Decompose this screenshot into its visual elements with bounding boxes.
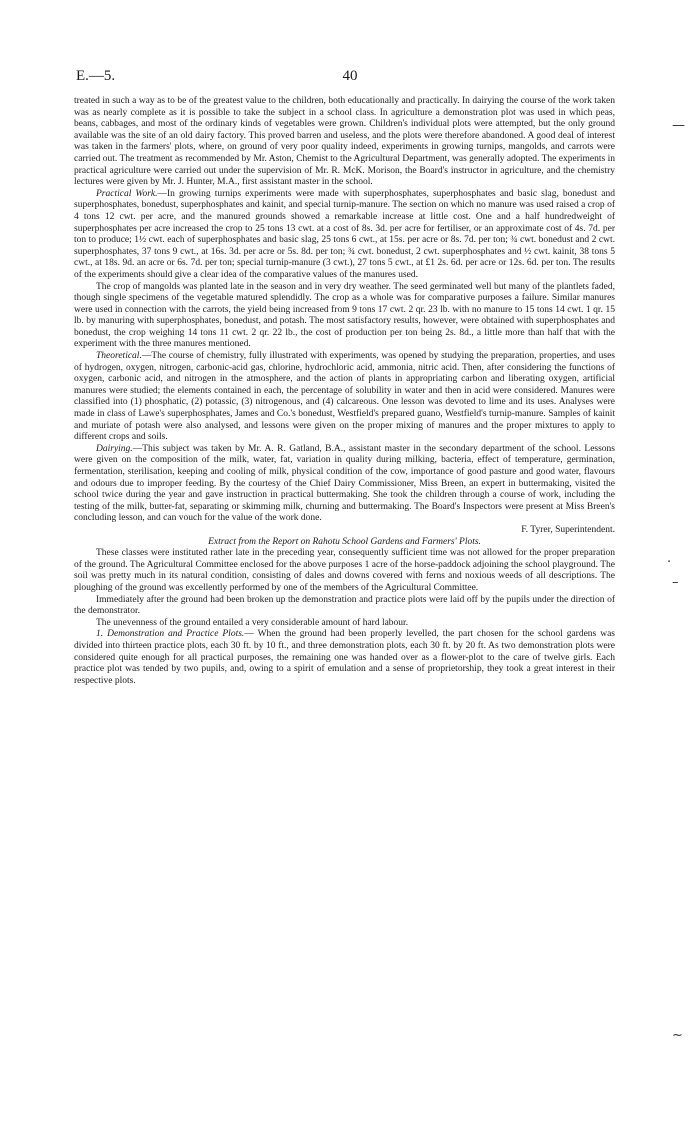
page-body (74, 96, 615, 687)
rahotu-paragraph-2: Immediately after the ground had been broken up the demonstration and practice plots were laid off by the pupils under the direction of the demonstrator. (74, 594, 615, 617)
report-reference: E.—5. (76, 68, 116, 84)
theoretical-heading: Theoretical. (96, 351, 142, 362)
rahotu-paragraph-3: The unevenness of the ground entailed a very considerable amount of hard labour. (96, 617, 409, 628)
margin-mark-2: · (667, 555, 672, 570)
margin-mark-1: — (672, 118, 685, 133)
practical-work-text: —In growing turnips experiments were made with superphosphates, superphosphates and basic slag, bonedust and superphosphates, bonedust, superphosphates and kainit, and special turnip-manure. The section on which no manure was used raised a crop of 4 tons 12 cwt. per acre, and the manured grounds showed a remarkable increase at little cost. One and a half hundredweight of superphosphates per acre increased the crop to 25 tons 13 cwt. at a cost of 8s. 3d. per acre for fertiliser, or an approximate cost of 4s. 7d. per ton to produce; 1½ cwt. each of superphosphates and basic slag, 25 tons 6 cwt., at 15s. per acre or 8s. 7d. per ton; ¾ cwt. bonedust and 2 cwt. superphosphates, 37 tons 9 cwt., at 16s. 3d. per acre or 5s. 8d. per ton; ¾ cwt. bonedust, 2 cwt. superphosphates and ½ cwt. kainit, 38 tons 5 cwt., at 18s. 9d. an acre or 6s. 7d. per ton; special turnip-manure (3 cwt.), 27 tons 5 cwt., at £1 2s. 6d. per acre or 12s. 6d. per ton. The results of the experiments should give a clear idea of the comparative values of the manures used. (74, 188, 615, 280)
intro-paragraph: treated in such a way as to be of the greatest value to the children, both educationally and practically. In dairying the course of the work taken was as nearly complete as it is possible to take the subject in a school class. In agriculture a demonstration plot was used in which peas, beans, cabbages, and most of the ordinary kinds of vegetables were grown. Children's individual plots were attempted, but the only ground available was the site of an old dairy factory. This proved barren and useless, and the plots were therefore abandoned. A good deal of interest was taken in the farmers' plots, where, on ground of very poor quality indeed, experiments in growing turnips, mangolds, and carrots were carried out. The treatment as recommended by Mr. Aston, Chemist to the Agricultural Department, was generally adopted. The experiments in practical agriculture were carried out under the supervision of Mr. R. McK. Morison, the Board's instructor in agriculture, and the chemistry lectures were given by Mr. J. Hunter, M.A., first assistant master in the school. (74, 96, 615, 188)
margin-mark-3: – (672, 575, 679, 590)
dairying-paragraph (74, 444, 615, 525)
dairying-text: —This subject was taken by Mr. A. R. Gatland, B.A., assistant master in the secondary department of the school. Lessons were given on the composition of the milk, water, fat, variation in quality during milking, bacteria, effect of temperature, germination, fermentation, sterilisation, keeping and cooling of milk, physical condition of the cow, importance of good pasture and good water, flavours and odours due to improper feeding. By the courtesy of the Chief Dairy Commissioner, Miss Breen, an expert in buttermaking, visited the school twice during the year and gave instruction in practical buttermaking. She took the children through a course of work, including the testing of the milk, butter-fat, separating or skimming milk, churning and buttermaking. The Board's Inspectors were present at Miss Breen's concluding lesson, and can vouch for the value of the work done. (74, 443, 615, 524)
dairying-heading: Dairying. (96, 443, 133, 454)
practical-work-paragraph (74, 189, 615, 282)
demonstration-plots-text: — When the ground had been properly levelled, the part chosen for the school gardens was divided into thirteen practice plots, each 30 ft. by 10 ft., and three demonstration plots, each 30 ft. by 20 ft. As two demonstration plots were considered quite enough for all practical purposes, the remaining one was handed over as a flower-plot to the care of twelve girls. Each practice plot was tended by two pupils, and, owing to a spirit of emulation and a sense of proprietorship, they took a great interest in their respective plots. (74, 629, 615, 686)
margin-mark-4: ~ (672, 1028, 683, 1043)
page-number: 40 (342, 68, 358, 84)
signature: F. Tyrer, Superintendent. (521, 524, 615, 535)
demonstration-plots-heading: 1. Demonstration and Practice Plots. (96, 629, 245, 640)
page-header (0, 68, 700, 88)
mangolds-paragraph: The crop of mangolds was planted late in the season and in very dry weather. The seed germinated well but many of the plantlets faded, though single specimens of the vegetable matured splendidly. The crop as a whole was for comparative purposes a failure. Similar manures were used in connection with the carrots, the yield being increased from 9 tons 17 cwt. 2 qr. 23 lb. with no manure to 15 tons 14 cwt. 1 qr. 15 lb. by manuring with superphosphates, bonedust, and potash. The most satisfactory results, however, were obtained with superphosphates and bonedust, the crop weighing 14 tons 11 cwt. 2 qr. 22 lb., the cost of production per ton being 2s. 8d., a little more than half that with the experiment with the three manures mentioned. (74, 281, 615, 350)
rahotu-paragraph-1: These classes were instituted rather late in the preceding year, consequently sufficient time was not allowed for the proper preparation of the ground. The Agricultural Committee enclosed for the above purposes 1 acre of the horse-paddock adjoining the school playground. The soil was pretty much in its natural condition, consisting of dales and downs covered with ferns and noxious weeds of all descriptions. The ploughing of the ground was excellently performed by one of the members of the Agricultural Committee. (74, 548, 615, 593)
demonstration-plots-paragraph (74, 629, 615, 687)
practical-work-heading: Practical Work. (96, 188, 158, 199)
theoretical-text: —The course of chemistry, fully illustrated with experiments, was opened by studying the preparation, properties, and uses of hydrogen, oxygen, nitrogen, carbonic-acid gas, chlorine, hydrochloric acid, ammonia, nitric acid. Then, after considering the functions of oxygen, carbonic acid, and nitrogen in the atmosphere, and the action of plants in appropriating carbon and liberating oxygen, artificial manures were studied; the elements contained in each, the percentage of solubility in water and then in acid were considered. Manures were classified into (1) phosphatic, (2) potassic, (3) nitrogenous, and (4) calcareous. One lesson was devoted to lime and its uses. Analyses were made in class of Lawe's superphosphates, James and Co.'s bonedust, Westfield's prepared guano, Westfield's turnip-manure. Samples of kainit and muriate of potash were also analysed, and lessons were given on the proper mixing of manures and the proper mixtures to apply to different crops and soils. (74, 351, 615, 443)
extract-title: Extract from the Report on Rahotu School Gardens and Farmers' Plots. (208, 536, 481, 547)
theoretical-paragraph (74, 351, 615, 444)
